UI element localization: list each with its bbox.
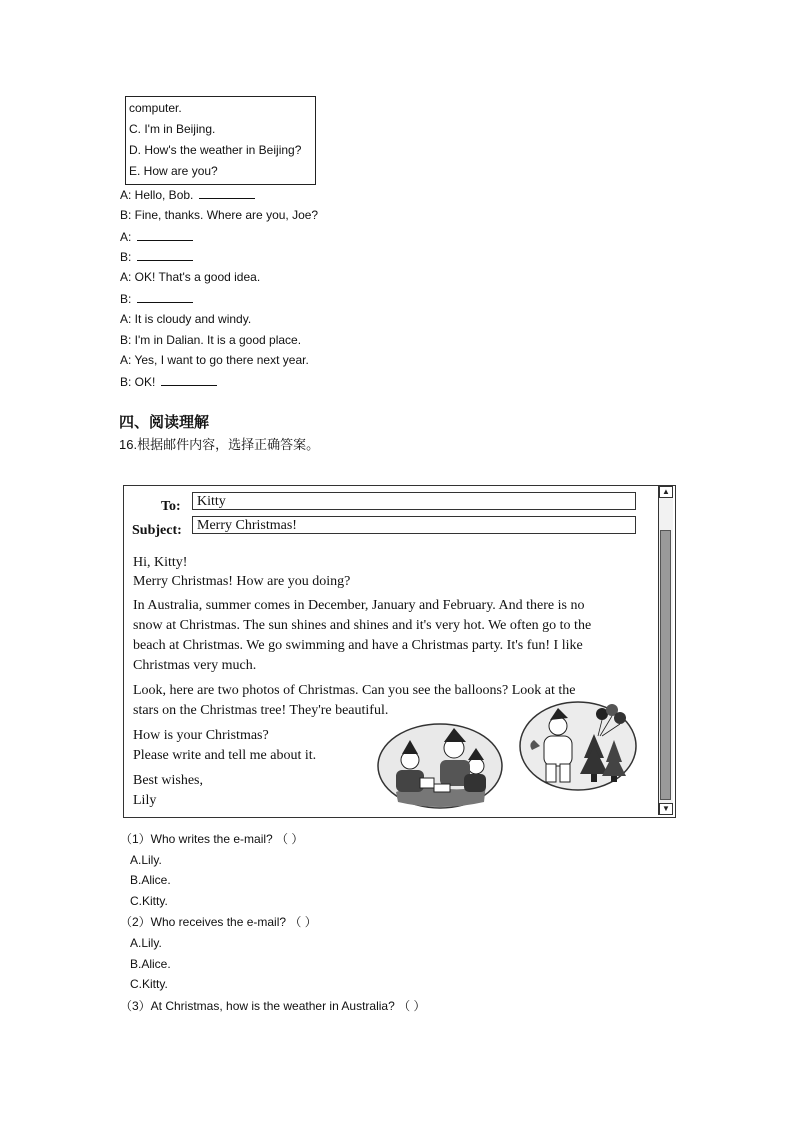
scroll-down-icon[interactable]: ▼ xyxy=(659,803,673,815)
scroll-thumb[interactable] xyxy=(660,530,671,800)
beach-christmas-photo xyxy=(518,700,638,792)
email-body-line: Look, here are two photos of Christmas. Can you see the balloons? Look at the xyxy=(133,683,576,698)
family-party-photo xyxy=(376,722,504,810)
answer-option[interactable]: A.Lily. xyxy=(130,936,162,950)
email-body-line: Please write and tell me about it. xyxy=(133,748,317,763)
dialogue-line: A: OK! That's a good idea. xyxy=(120,270,261,284)
email-scrollbar[interactable] xyxy=(658,486,673,815)
options-box xyxy=(125,96,316,185)
task-instruction: 16.根据邮件内容，选择正确答案。 xyxy=(119,437,320,452)
email-body-line: Merry Christmas! How are you doing? xyxy=(133,574,351,589)
dialogue-line: A: Hello, Bob. xyxy=(120,187,255,203)
answer-option[interactable]: A.Lily. xyxy=(130,853,162,867)
dialogue-line: B: I'm in Dalian. It is a good place. xyxy=(120,333,302,347)
answer-blank[interactable] xyxy=(137,229,193,241)
dialogue-line: A: xyxy=(120,229,193,245)
section-title: 四、阅读理解 xyxy=(119,414,210,431)
dialogue-line: A: Yes, I want to go there next year. xyxy=(120,353,309,367)
dialogue-line: A: It is cloudy and windy. xyxy=(120,312,252,326)
email-body-line: Best wishes, xyxy=(133,773,203,788)
to-field[interactable]: Kitty xyxy=(192,492,636,510)
answer-blank[interactable] xyxy=(161,374,217,386)
to-label: To: xyxy=(161,499,181,514)
dialogue-line: B: OK! xyxy=(120,374,217,390)
answer-option[interactable]: C.Kitty. xyxy=(130,894,168,908)
answer-option[interactable]: B.Alice. xyxy=(130,957,171,971)
option-line: computer. xyxy=(129,101,182,115)
answer-blank[interactable] xyxy=(137,249,193,261)
answer-blank[interactable] xyxy=(199,187,255,199)
question-prompt: （1）Who writes the e-mail? （ ） xyxy=(120,832,304,846)
email-body-line: snow at Christmas. The sun shines and shines and it's very hot. We often go to the xyxy=(133,618,592,633)
email-body-line: beach at Christmas. We go swimming and have a Christmas party. It's fun! I like xyxy=(133,638,583,653)
email-body-line: stars on the Christmas tree! They're beautiful. xyxy=(133,703,389,718)
subject-field[interactable]: Merry Christmas! xyxy=(192,516,636,534)
option-line: C. I'm in Beijing. xyxy=(129,122,216,136)
email-body-line: Christmas very much. xyxy=(133,658,257,673)
email-window xyxy=(123,485,676,818)
scroll-up-icon[interactable]: ▲ xyxy=(659,486,673,498)
answer-blank[interactable] xyxy=(137,291,193,303)
dialogue-line: B: xyxy=(120,291,193,307)
dialogue-line: B: xyxy=(120,249,193,265)
question-prompt: （3）At Christmas, how is the weather in Australia? （ ） xyxy=(120,999,426,1013)
email-body-line: How is your Christmas? xyxy=(133,728,269,743)
email-body-line: Lily xyxy=(133,793,157,808)
dialogue-line: B: Fine, thanks. Where are you, Joe? xyxy=(120,208,319,222)
email-body-line: Hi, Kitty! xyxy=(133,555,188,570)
subject-label: Subject: xyxy=(132,523,182,538)
question-prompt: （2）Who receives the e-mail? （ ） xyxy=(120,915,317,929)
option-line: E. How are you? xyxy=(129,164,218,178)
answer-option[interactable]: B.Alice. xyxy=(130,873,171,887)
email-body-line: In Australia, summer comes in December, January and February. And there is no xyxy=(133,598,585,613)
answer-option[interactable]: C.Kitty. xyxy=(130,977,168,991)
option-line: D. How's the weather in Beijing? xyxy=(129,143,302,157)
